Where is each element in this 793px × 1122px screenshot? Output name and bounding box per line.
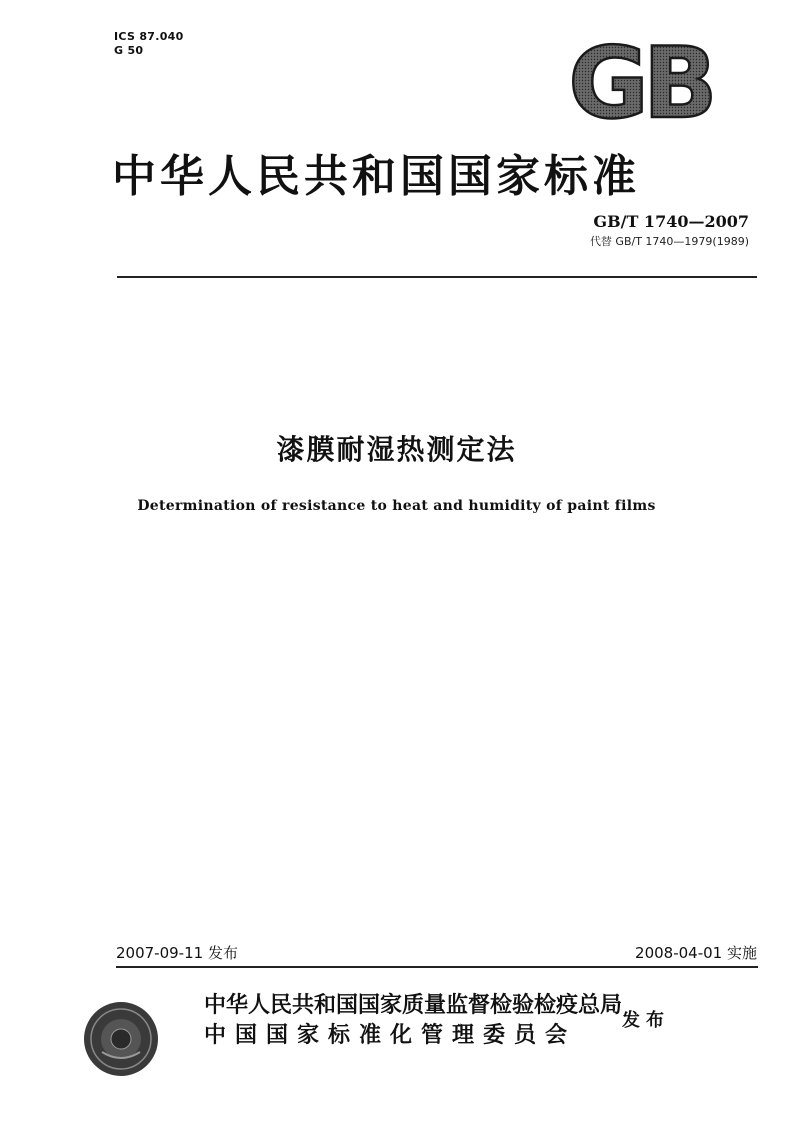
- gb-logo: [560, 40, 720, 125]
- issue-date: 2007-09-11 发布: [116, 944, 238, 962]
- issuer-aqsiq: 中华人民共和国国家质量监督检验检疫总局: [204, 992, 623, 1018]
- issuing-authorities: [204, 990, 622, 1050]
- classification-codes: [114, 30, 184, 58]
- implement-date: 2008-04-01 实施: [635, 944, 757, 962]
- replaces-standard: 代替 GB/T 1740—1979(1989): [589, 235, 749, 248]
- ccs-code: G 50: [114, 44, 144, 57]
- country-standard-heading: 中华人民共和国国家标准: [112, 151, 640, 202]
- gb-logo-text: GB: [568, 40, 712, 125]
- publish-label: 发布: [622, 1010, 670, 1031]
- title-english: Determination of resistance to heat and humidity of paint films: [137, 498, 656, 514]
- ics-code: ICS 87.040: [114, 30, 184, 43]
- official-seal-icon: [82, 1000, 160, 1078]
- issuer-sac: 中国国家标准化管理委员会: [204, 1022, 577, 1048]
- header-divider: [117, 276, 757, 278]
- standard-number-block: [590, 212, 749, 249]
- title-chinese: 漆膜耐湿热测定法: [276, 433, 517, 466]
- footer-divider: [116, 966, 758, 968]
- standard-number: GB/T 1740—2007: [593, 212, 749, 231]
